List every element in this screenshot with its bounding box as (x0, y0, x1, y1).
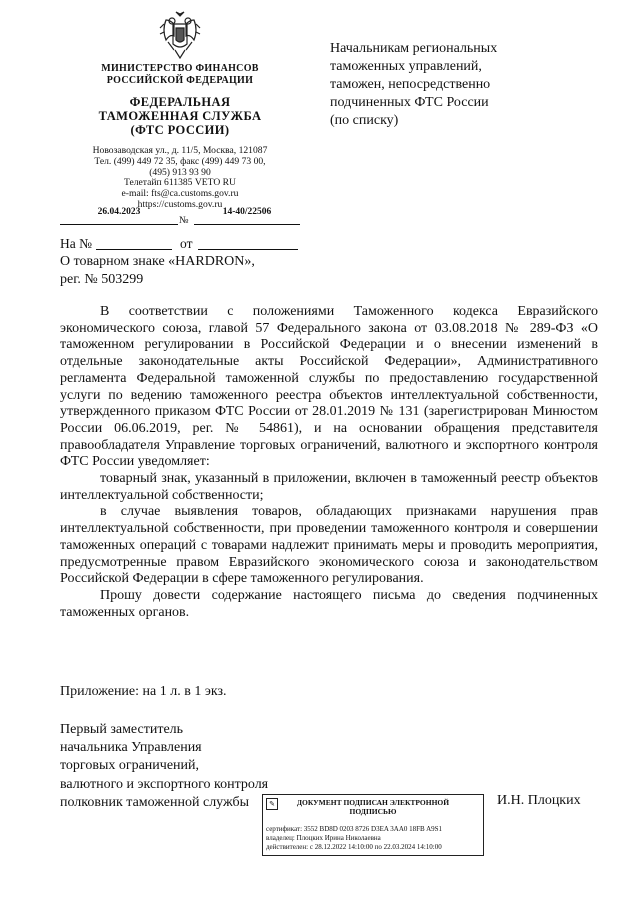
addressee-line: (по списку) (330, 113, 399, 128)
ministry-name (60, 63, 300, 87)
body-paragraph: товарный знак, указанный в приложении, включен в таможенный реестр объектов интеллектуальной собственности; (60, 471, 598, 503)
letter-subject (60, 253, 300, 289)
letter-body (60, 304, 598, 621)
registration-number: 14-40/22506 (222, 207, 272, 217)
stamp-certificate: сертификат: 3552 BD8D 0203 8726 D3EA 3AA0 18FB A9S1 (266, 825, 443, 833)
electronic-signature-stamp (262, 794, 484, 856)
address-line: (495) 913 93 90 (149, 166, 211, 178)
body-paragraph: Прошу довести содержание настоящего письма до сведения подчиненных таможенных органов. (60, 587, 598, 620)
stamp-title-line: ПОДПИСЬЮ (349, 807, 397, 816)
agency-name (60, 95, 300, 137)
registration-line (60, 207, 300, 227)
ministry-line: МИНИСТЕРСТВО ФИНАНСОВ (101, 63, 259, 74)
addressee-line: подчиненных ФТС России (330, 95, 489, 110)
subject-line: О товарном знаке «HARDRON», (60, 254, 255, 269)
address-line: Новозаводская ул., д. 11/5, Москва, 121087 (92, 145, 268, 156)
date-underline (60, 224, 178, 225)
stamp-title (262, 798, 484, 816)
registration-number-label: № (179, 215, 189, 226)
address-line: https://customs.gov.ru (137, 198, 223, 210)
reference-date-label: от (180, 236, 193, 251)
attachment-note: Приложение: на 1 л. в 1 экз. (60, 684, 227, 699)
addressee-line: Начальникам региональных (330, 41, 498, 56)
signer-name: И.Н. Плоцких (497, 793, 581, 808)
address-line: e-mail: fts@ca.customs.gov.ru (121, 188, 239, 200)
agency-line: (ФТС РОССИИ) (130, 123, 230, 137)
agency-line: ФЕДЕРАЛЬНАЯ (129, 95, 231, 109)
reference-date-blank (198, 249, 298, 250)
reference-line (60, 236, 300, 252)
coat-of-arms-icon (158, 10, 202, 60)
addressee-line: таможен, непосредственно (330, 77, 491, 92)
signature-icon: ✎ (266, 798, 278, 810)
registration-date: 26.04.2023 (97, 207, 141, 217)
signer-line: начальника Управления (60, 740, 202, 756)
signer-line: валютного и экспортного контроля (60, 776, 269, 792)
address-line: Телетайп 611385 VETO RU (124, 177, 236, 189)
ministry-line: РОССИЙСКОЙ ФЕДЕРАЦИИ (106, 75, 254, 86)
address-line: Тел. (499) 449 72 35, факс (499) 449 73 00, (94, 155, 266, 167)
agency-address (60, 146, 300, 211)
subject-line: рег. № 503299 (60, 272, 144, 287)
signer-line: Первый заместитель (60, 722, 184, 737)
stamp-owner: владелец: Плоцких Ирина Николаевна (266, 834, 381, 842)
addressee (330, 40, 600, 130)
agency-line: ТАМОЖЕННАЯ СЛУЖБА (98, 109, 262, 123)
number-underline (194, 224, 300, 225)
body-paragraph: В соответствии с положениями Таможенного кодекса Евразийского экономического союза, главой 57 Федерального закона от 03.08.2018 № 289-ФЗ «О таможенном регулировании в Российской Федерации и о внесении изменений в отдельные законодательные акты Российской Федерации», Административного регламента Федеральной таможенной службы по предоставлению государственной услуги по ведению таможенного реестра объектов интеллектуальной собственности, утвержденного приказом ФТС России от 28.01.2019 № 131 (зарегистрирован Минюстом России 06.06.2019, рег. № 54861), и на основании обращения представителя правообладателя Управление торговых ограничений, валютного и экспортного контроля ФТС России уведомляет: (60, 304, 598, 470)
stamp-validity: действителен: с 28.12.2022 14:10:00 по 22.03.2024 14:10:00 (266, 843, 442, 851)
reference-number-blank (96, 249, 172, 250)
body-paragraph: в случае выявления товаров, обладающих признаками нарушения прав интеллектуальной собственности, при проведении таможенного контроля и совершении таможенных операций с товарами надлежит принимать меры и проводить мероприятия, предусмотренные правом Евразийского экономического союза и законодательством Российской Федерации в сфере таможенного регулирования. (60, 504, 598, 587)
stamp-title-line: ДОКУМЕНТ ПОДПИСАН ЭЛЕКТРОННОЙ (296, 798, 450, 807)
reference-number-label: На № (60, 236, 92, 251)
addressee-line: таможенных управлений, (330, 59, 482, 74)
signer-line: торговых ограничений, (60, 758, 200, 774)
signer-line: полковник таможенной службы (60, 794, 250, 810)
